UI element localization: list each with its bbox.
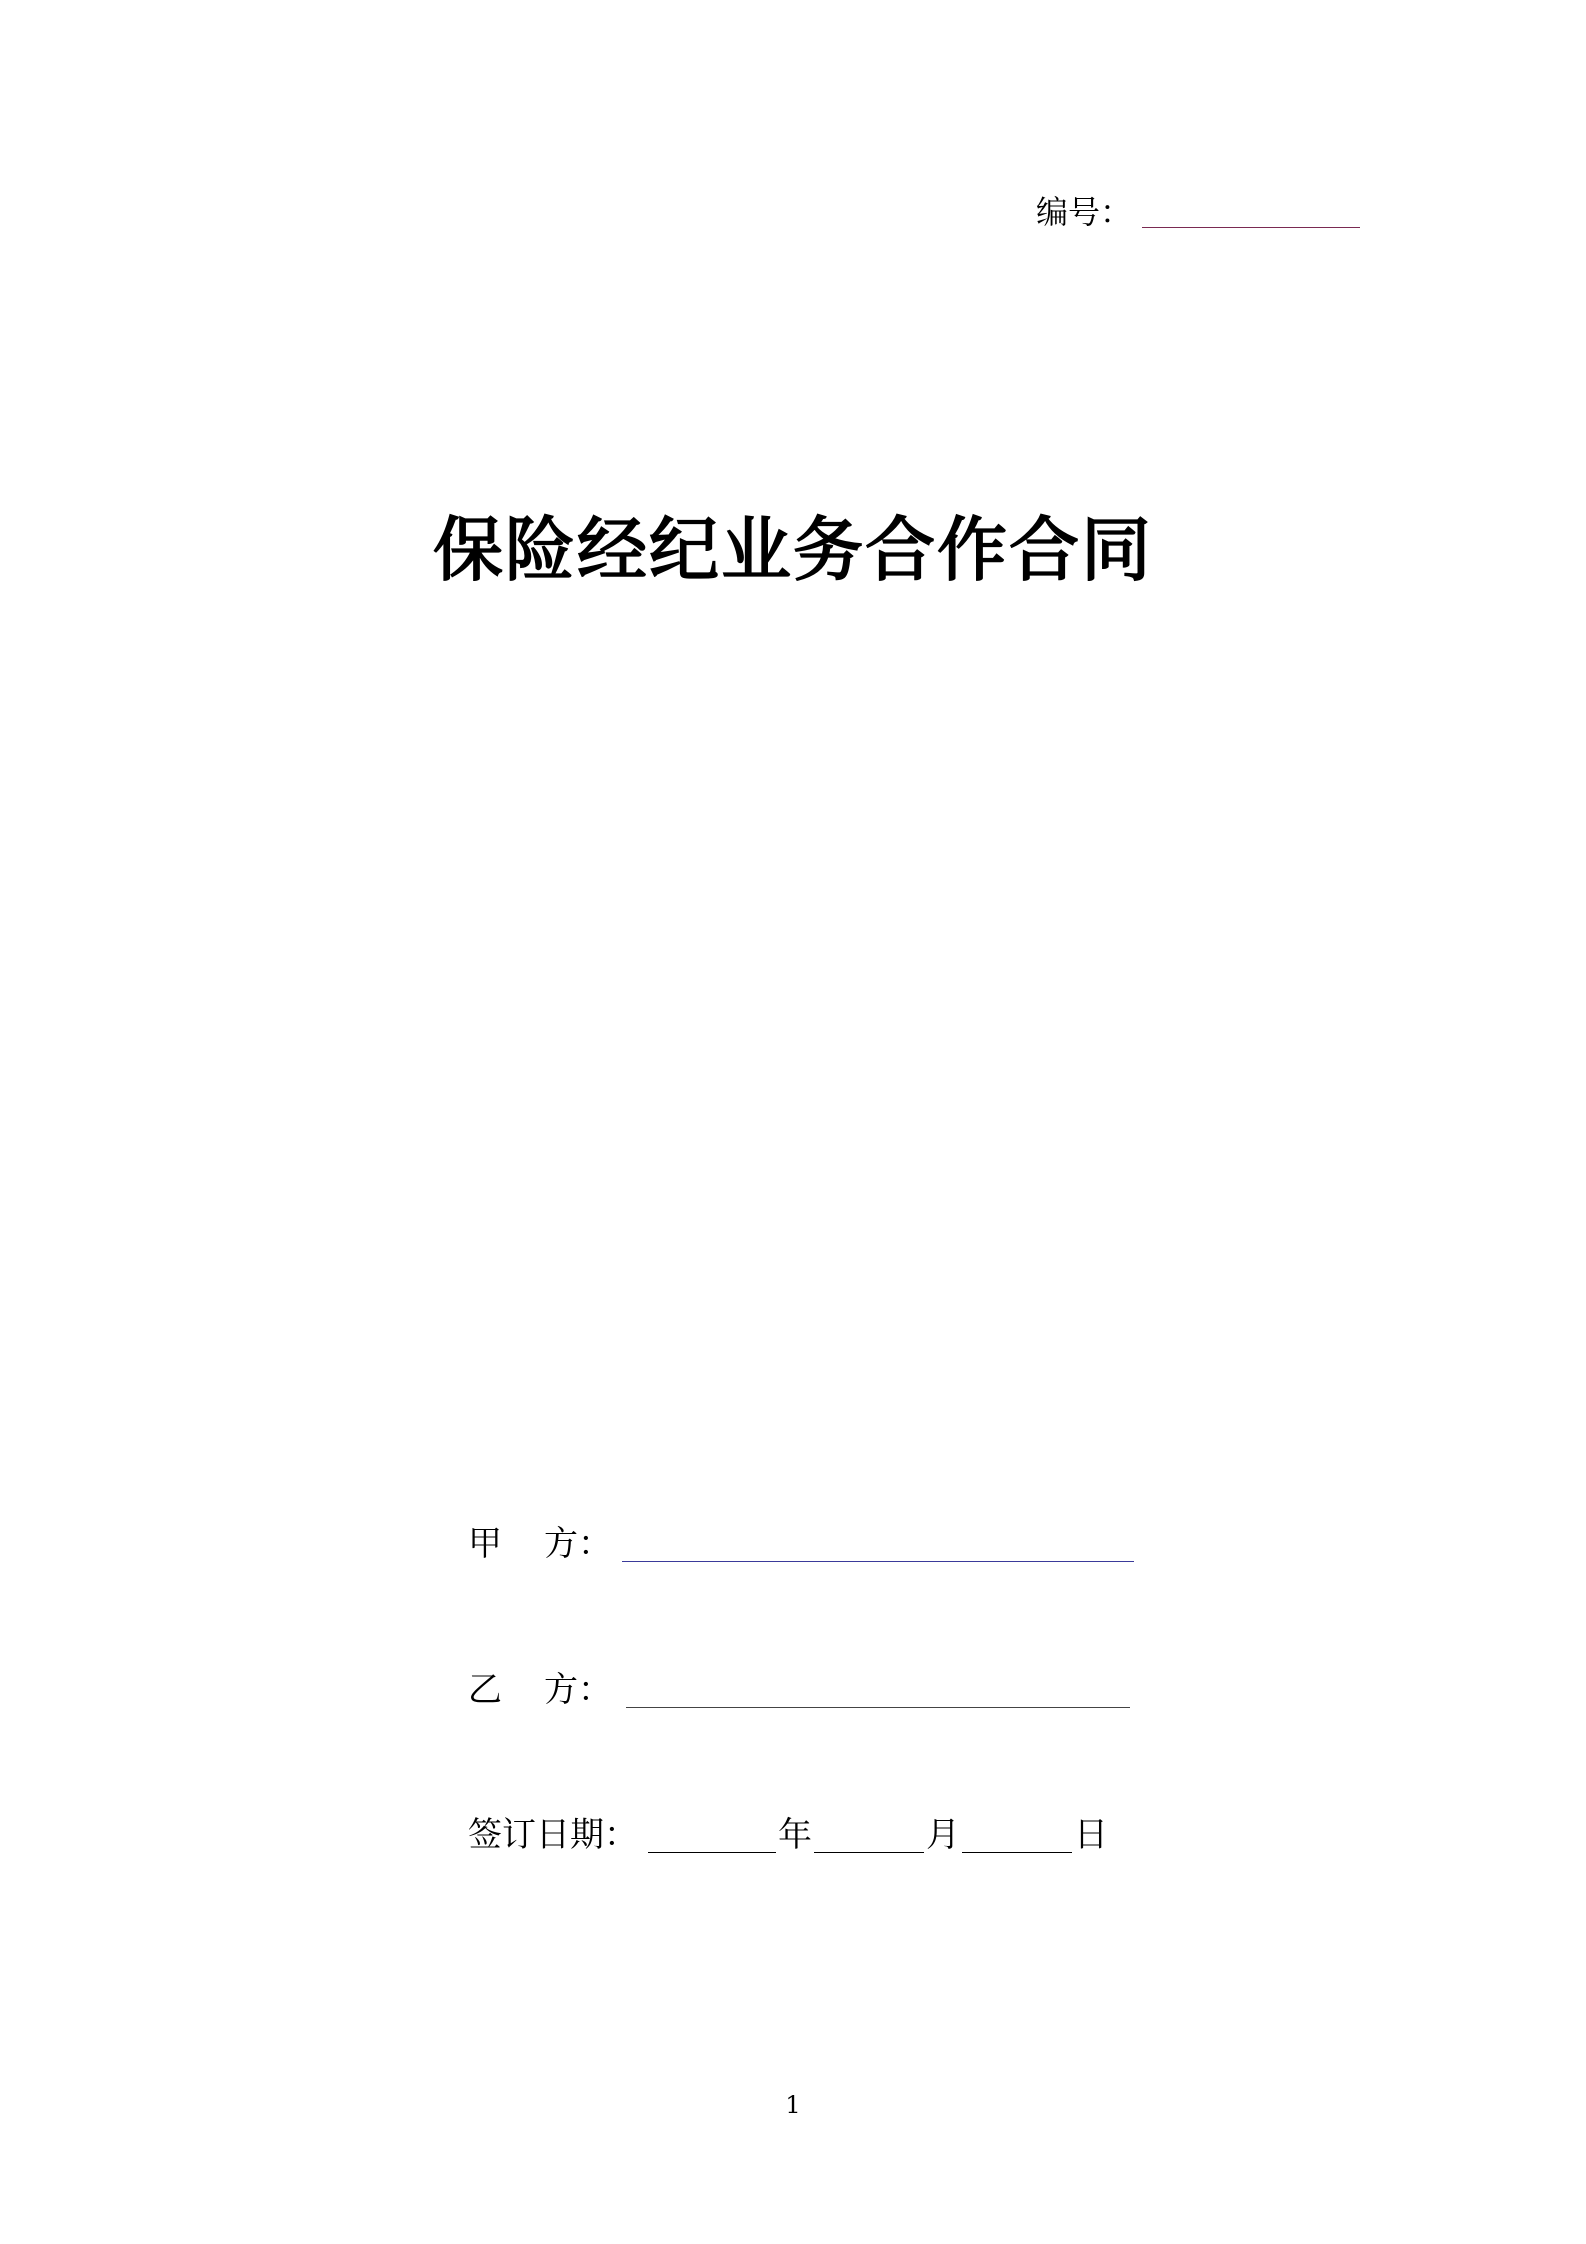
day-suffix: 日 [1074, 1815, 1108, 1855]
serial-number-field [1036, 192, 1360, 232]
party-a-blank[interactable] [622, 1561, 1134, 1562]
month-blank[interactable] [814, 1852, 924, 1853]
year-suffix: 年 [778, 1815, 812, 1855]
party-b-blank[interactable] [626, 1707, 1130, 1708]
party-a-label-char: 甲 [468, 1524, 502, 1564]
party-a-field [468, 1522, 1134, 1566]
month-suffix: 月 [926, 1815, 960, 1855]
page-number: 1 [785, 2091, 801, 2119]
serial-number-label: 编号： [1036, 193, 1133, 231]
party-b-label-char: 乙 [468, 1670, 502, 1710]
signing-date-field [468, 1813, 1108, 1857]
year-blank[interactable] [648, 1852, 776, 1853]
party-a-label-suffix: 方： [544, 1524, 612, 1564]
day-blank[interactable] [962, 1852, 1072, 1853]
serial-number-blank[interactable] [1142, 227, 1360, 228]
party-b-label-suffix: 方： [544, 1670, 612, 1710]
signing-date-label: 签订日期： [468, 1815, 638, 1855]
document-title: 保险经纪业务合作合同 [433, 508, 1153, 591]
party-b-field [468, 1668, 1130, 1712]
